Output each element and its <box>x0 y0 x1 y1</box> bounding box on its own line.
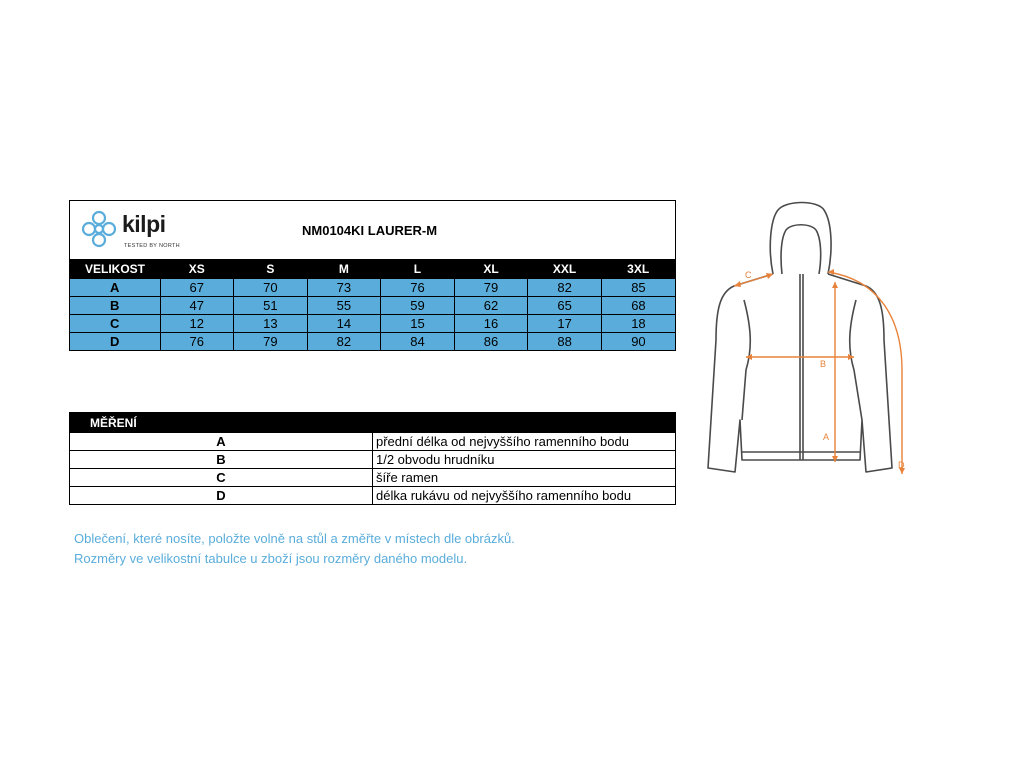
table-row <box>70 333 675 351</box>
size-header: XXL <box>528 260 602 279</box>
label-b: B <box>820 359 827 369</box>
size-cell: 55 <box>307 297 381 315</box>
table-row <box>70 297 675 315</box>
size-header: M <box>307 260 381 279</box>
measurement-label: B <box>70 451 373 469</box>
size-cell: 84 <box>381 333 455 351</box>
size-cell: 70 <box>234 279 308 297</box>
chart-header <box>70 201 675 260</box>
size-cell: 82 <box>307 333 381 351</box>
size-cell: 65 <box>528 297 602 315</box>
row-label: C <box>70 315 160 333</box>
measurement-arrows <box>734 272 902 474</box>
size-cell: 14 <box>307 315 381 333</box>
label-d: D <box>898 460 905 470</box>
size-cell: 47 <box>160 297 234 315</box>
size-cell: 79 <box>454 279 528 297</box>
size-cell: 86 <box>454 333 528 351</box>
model-title: NM0104KI LAURER-M <box>302 223 438 238</box>
size-cell: 62 <box>454 297 528 315</box>
row-label: B <box>70 297 160 315</box>
size-cell: 76 <box>381 279 455 297</box>
size-chart <box>69 200 676 351</box>
knot-logo-icon <box>80 209 118 249</box>
size-header: L <box>381 260 455 279</box>
size-header: 3XL <box>601 260 675 279</box>
row-label: D <box>70 333 160 351</box>
label-a: A <box>823 432 830 442</box>
size-grid <box>70 260 675 350</box>
size-cell: 59 <box>381 297 455 315</box>
size-header-row <box>70 260 675 279</box>
brand-name: kilpi <box>122 211 166 237</box>
size-header: XS <box>160 260 234 279</box>
size-cell: 17 <box>528 315 602 333</box>
instruction-note: Oblečení, které nosíte, položte volně na stůl a změřte v místech dle obrázků. <box>74 531 515 546</box>
brand-logo <box>80 207 190 253</box>
size-header: XL <box>454 260 528 279</box>
size-label-header: VELIKOST <box>70 260 160 279</box>
measurement-header-row <box>70 413 675 433</box>
table-row <box>70 433 675 451</box>
size-cell: 82 <box>528 279 602 297</box>
size-cell: 16 <box>454 315 528 333</box>
measurement-header: MĚŘENÍ <box>70 413 675 433</box>
size-cell: 85 <box>601 279 675 297</box>
size-cell: 88 <box>528 333 602 351</box>
size-cell: 15 <box>381 315 455 333</box>
jacket-outline <box>708 203 892 473</box>
size-cell: 68 <box>601 297 675 315</box>
size-cell: 13 <box>234 315 308 333</box>
measurement-grid <box>70 413 675 504</box>
measurement-description: přední délka od nejvyššího ramenního bodu <box>373 433 676 451</box>
label-c: C <box>745 270 752 280</box>
instruction-note: Rozměry ve velikostní tabulce u zboží jsou rozměry daného modelu. <box>74 551 468 566</box>
size-cell: 79 <box>234 333 308 351</box>
jacket-diagram <box>690 190 920 490</box>
size-header: S <box>234 260 308 279</box>
measurement-legend <box>69 412 676 505</box>
measurement-description: 1/2 obvodu hrudníku <box>373 451 676 469</box>
size-cell: 90 <box>601 333 675 351</box>
measurement-description: délka rukávu od nejvyššího ramenního bodu <box>373 487 676 505</box>
table-row <box>70 451 675 469</box>
size-cell: 12 <box>160 315 234 333</box>
measurement-label: D <box>70 487 373 505</box>
size-cell: 67 <box>160 279 234 297</box>
size-cell: 51 <box>234 297 308 315</box>
measurement-description: šíře ramen <box>373 469 676 487</box>
size-cell: 73 <box>307 279 381 297</box>
table-row <box>70 469 675 487</box>
brand-tagline: TESTED BY NORTH <box>124 243 180 249</box>
row-label: A <box>70 279 160 297</box>
size-cell: 76 <box>160 333 234 351</box>
table-row <box>70 279 675 297</box>
table-row <box>70 487 675 505</box>
measurement-label: C <box>70 469 373 487</box>
size-cell: 18 <box>601 315 675 333</box>
measurement-label: A <box>70 433 373 451</box>
table-row <box>70 315 675 333</box>
